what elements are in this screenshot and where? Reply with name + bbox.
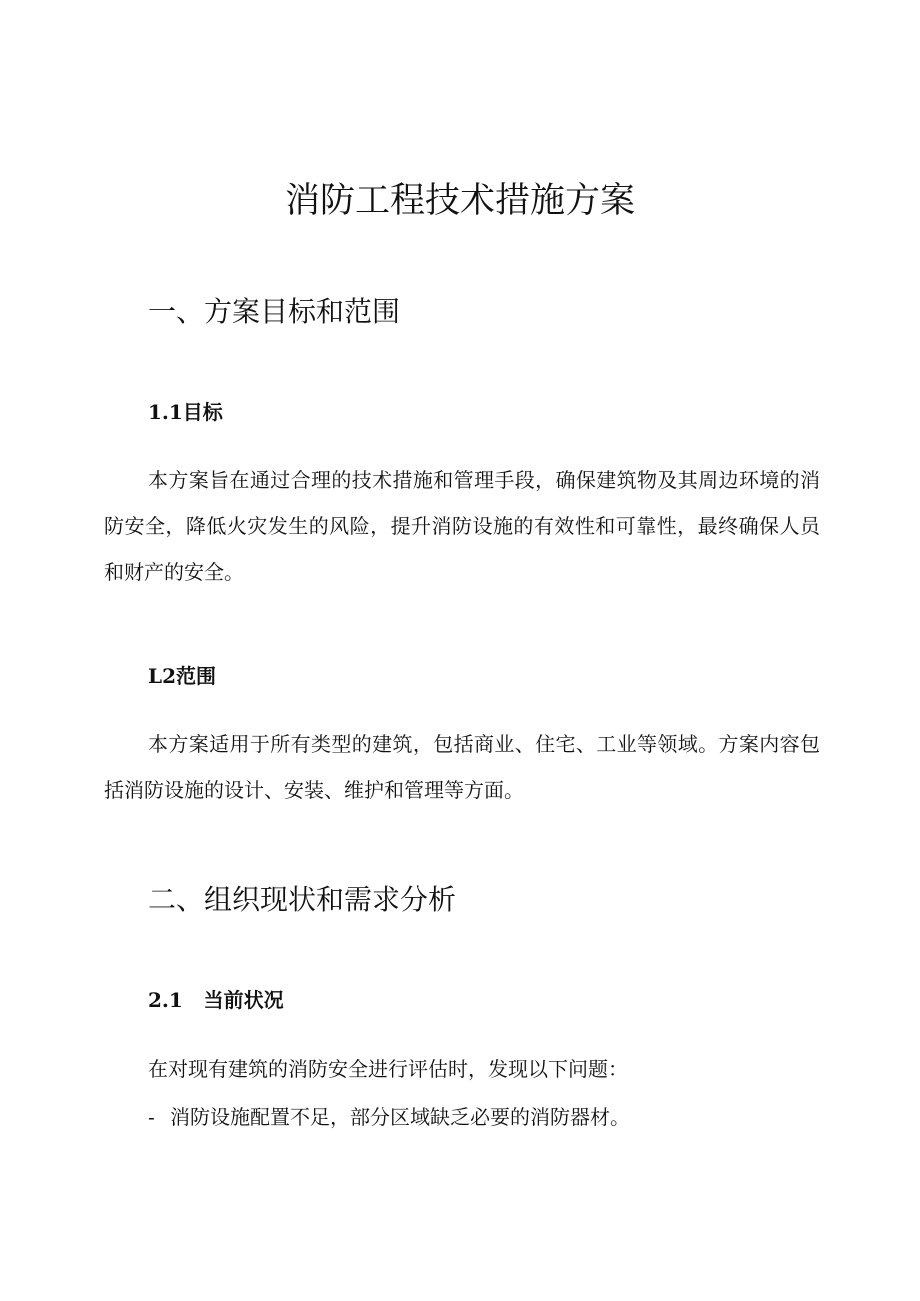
bullet-text: 消防设施配置不足，部分区域缺乏必要的消防器材。 bbox=[170, 1105, 630, 1129]
subsection-heading-1-2: L2范围 bbox=[148, 664, 216, 688]
subsection-heading-2-1: 2.1 当前状况 bbox=[148, 988, 284, 1012]
list-item bbox=[148, 1102, 630, 1132]
document-title: 消防工程技术措施方案 bbox=[284, 181, 635, 221]
subsection-heading-1-1: 1.1目标 bbox=[148, 400, 223, 424]
bullet-mark: - bbox=[148, 1105, 155, 1129]
section-heading-1: 一、方案目标和范围 bbox=[148, 295, 401, 328]
section-heading-2: 二、组织现状和需求分析 bbox=[148, 883, 457, 916]
paragraph-1-1: 本方案旨在通过合理的技术措施和管理手段，确保建筑物及其周边环境的消防安全，降低火灾发生的风险，提升消防设施的有效性和可靠性，最终确保人员和财产的安全。 bbox=[104, 468, 820, 584]
paragraph-2-1: 在对现有建筑的消防安全进行评估时，发现以下问题： bbox=[148, 1057, 628, 1081]
paragraph-1-2: 本方案适用于所有类型的建筑，包括商业、住宅、工业等领域。方案内容包括消防设施的设计、安装、维护和管理等方面。 bbox=[104, 732, 820, 802]
